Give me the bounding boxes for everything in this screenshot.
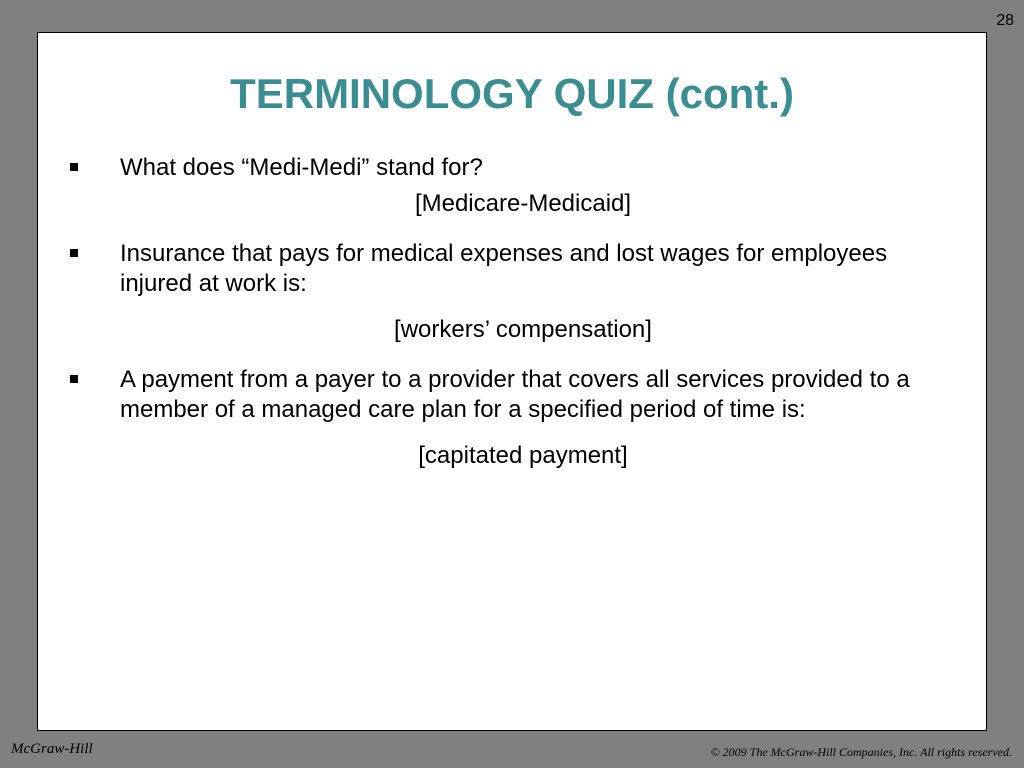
slide-panel (37, 32, 987, 731)
quiz-item (38, 239, 986, 345)
square-bullet-icon (70, 163, 78, 171)
publisher-logo: McGraw-Hill (11, 741, 93, 757)
question (38, 239, 986, 299)
answer: [workers’ compensation] (394, 316, 652, 343)
question (38, 365, 986, 425)
square-bullet-icon (70, 249, 78, 257)
slide-title: TERMINOLOGY QUIZ (cont.) (230, 70, 794, 117)
answer: [Medicare-Medicaid] (414, 190, 632, 217)
question-text: Insurance that pays for medical expenses and lost wages for employees injured at work is: (120, 240, 888, 297)
copyright-notice: © 2009 The McGraw-Hill Companies, Inc. All rights reserved. (710, 745, 1012, 759)
page-number: 28 (996, 12, 1014, 29)
question-text: What does “Medi-Medi” stand for? (120, 154, 483, 181)
quiz-item (38, 153, 986, 219)
quiz-item (38, 365, 986, 471)
question (38, 153, 986, 183)
question-text: A payment from a payer to a provider that covers all services provided to a member of a managed care plan for a specified period of time is: (120, 366, 910, 423)
quiz-list (38, 153, 986, 491)
answer: [capitated payment] (418, 442, 628, 469)
square-bullet-icon (70, 375, 78, 383)
